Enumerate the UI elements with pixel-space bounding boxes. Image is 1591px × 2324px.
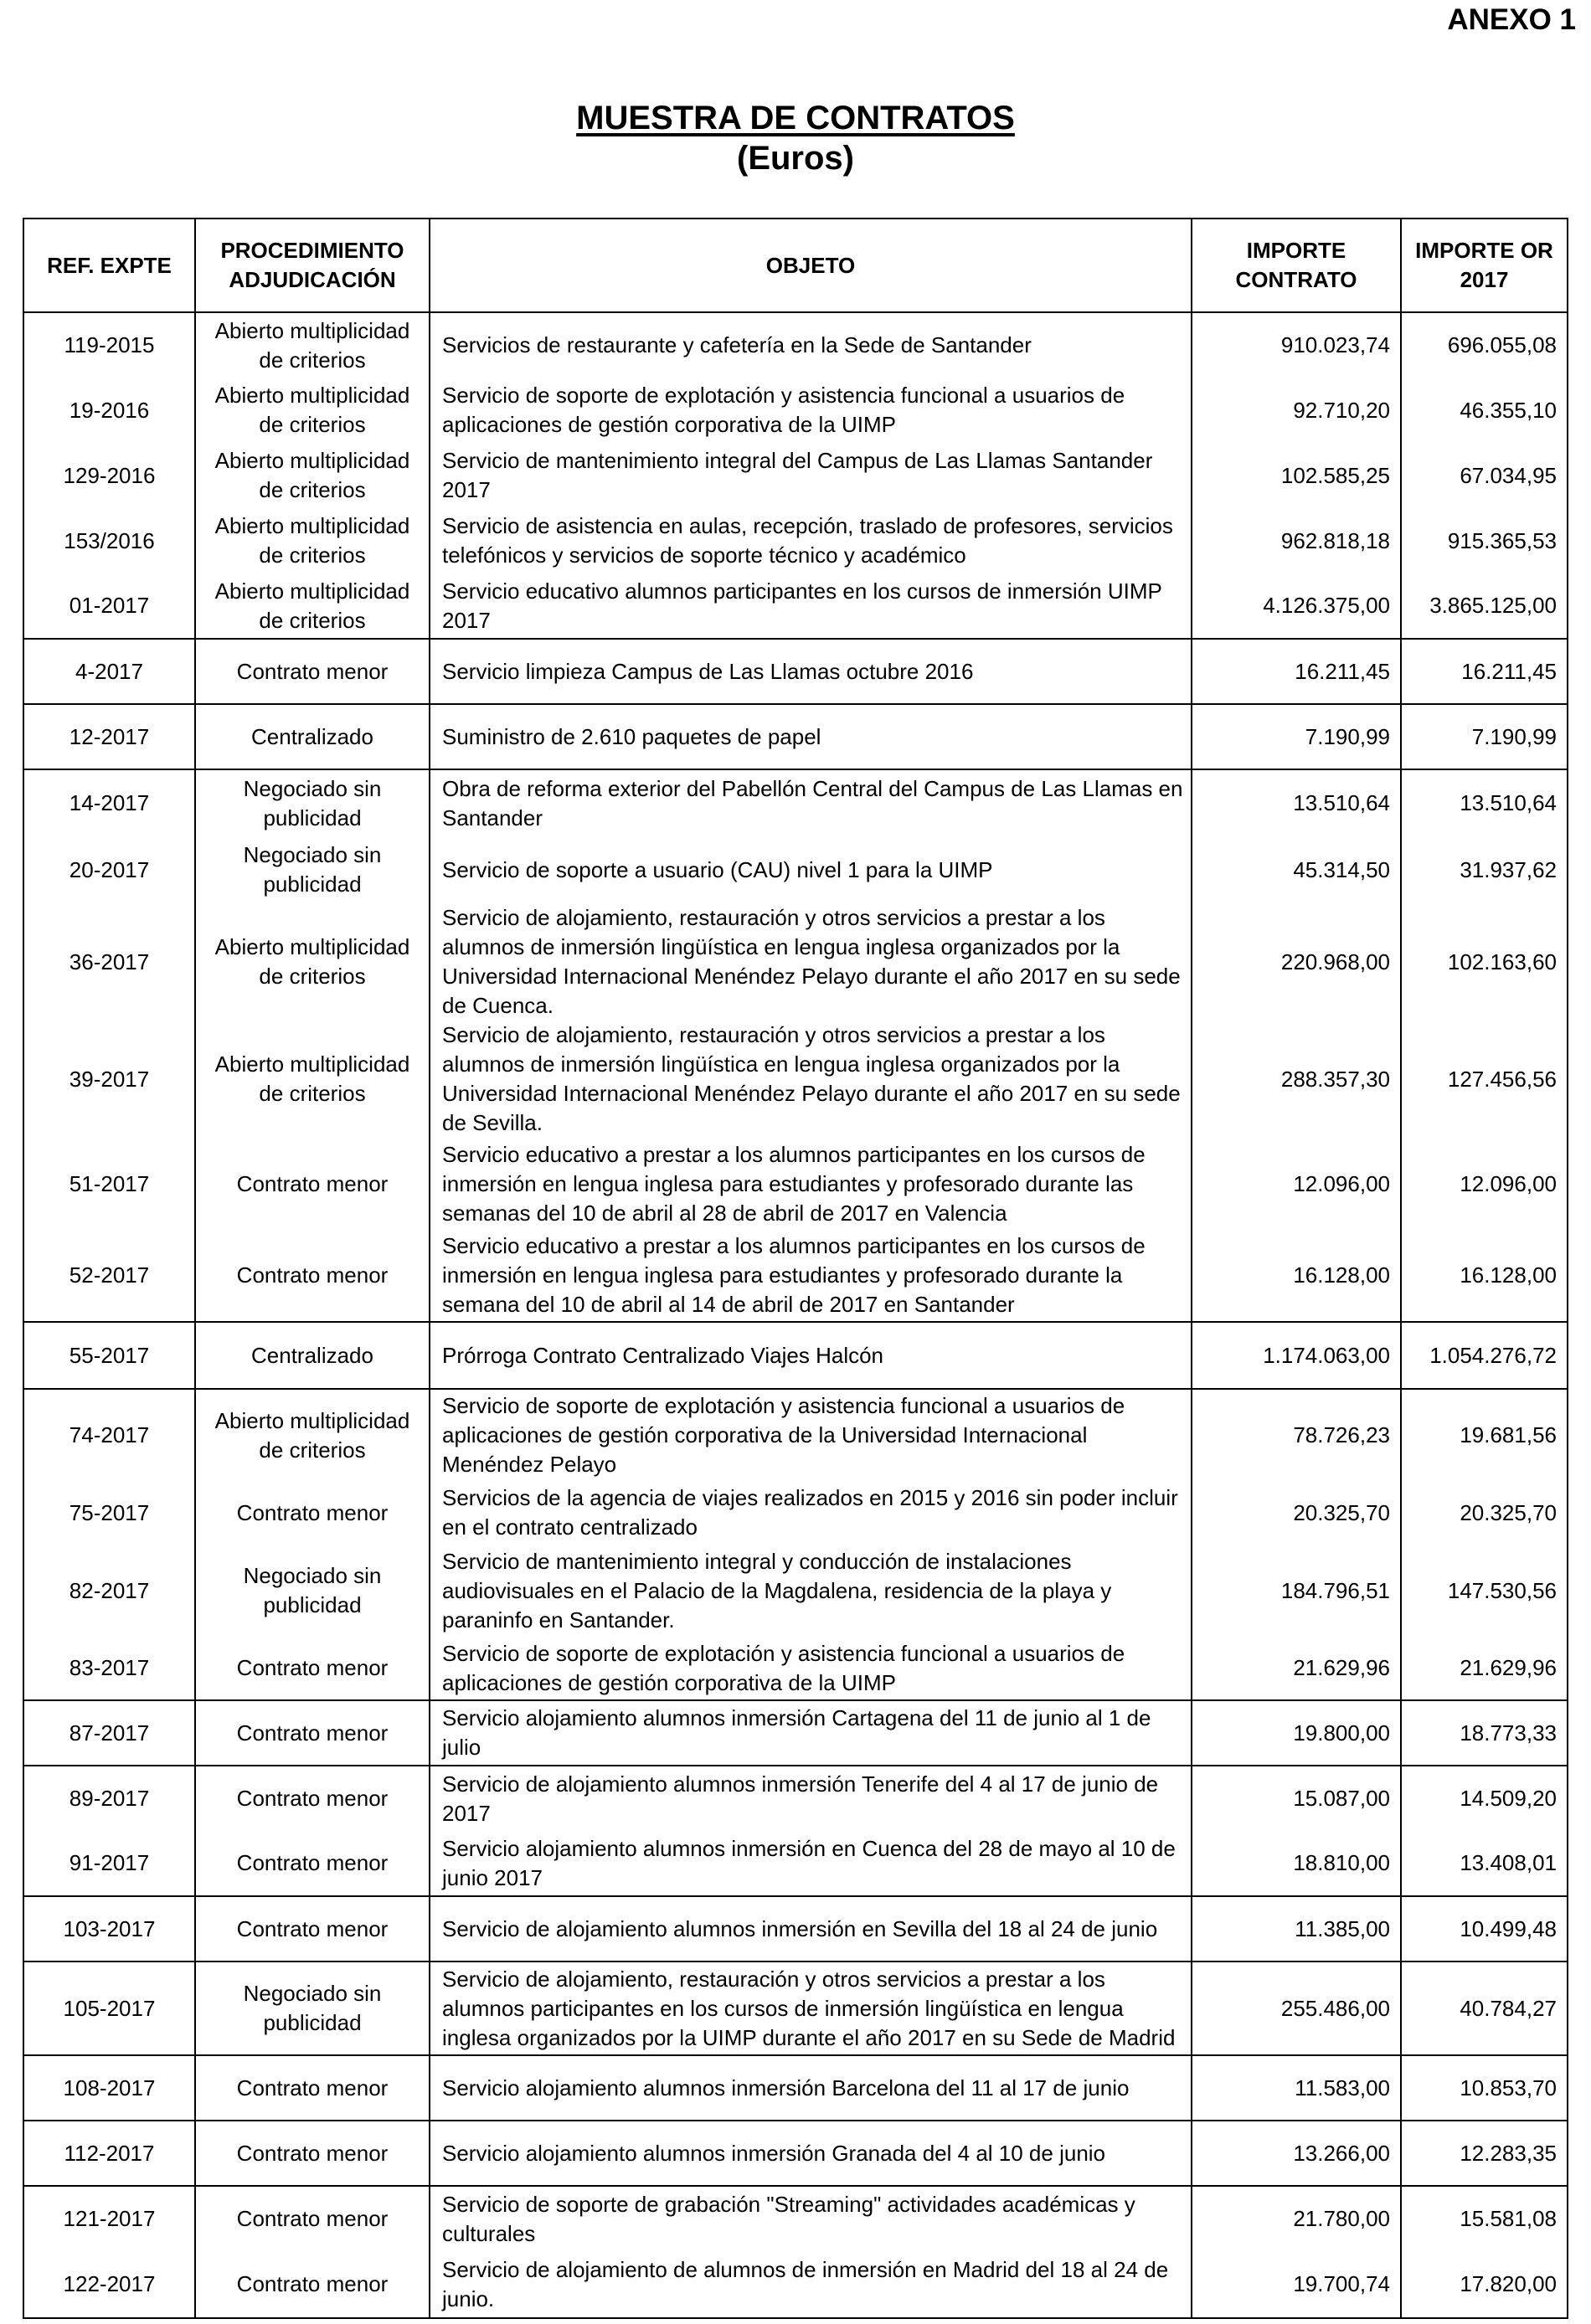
page-title — [0, 98, 1591, 178]
objeto-cell: Servicio de soporte de explotación y asistencia funcional a usuarios de aplicaciones de gestión corporativa de la UIMP — [430, 378, 1192, 443]
objeto-cell: Servicio de asistencia en aulas, recepción, traslado de profesores, servicios telefónicos y servicios de soporte técnico y académico — [430, 508, 1192, 573]
importe-or-cell: 14.509,20 — [1401, 1766, 1568, 1831]
importe-contrato-cell: 4.126.375,00 — [1192, 573, 1401, 639]
importe-or-cell: 12.096,00 — [1401, 1138, 1568, 1230]
importe-or-cell: 696.055,08 — [1401, 312, 1568, 378]
importe-contrato-cell: 21.629,96 — [1192, 1637, 1401, 1700]
ref-cell: 12-2017 — [23, 704, 195, 769]
objeto-cell: Servicio de soporte de explotación y asistencia funcional a usuarios de aplicaciones de gestión corporativa de la UIMP — [430, 1637, 1192, 1700]
table-row — [23, 1389, 1568, 1481]
importe-contrato-cell: 19.800,00 — [1192, 1700, 1401, 1766]
table-row — [23, 1021, 1568, 1138]
ref-cell: 108-2017 — [23, 2055, 195, 2121]
table-row — [23, 2251, 1568, 2318]
ref-cell: 83-2017 — [23, 1637, 195, 1700]
objeto-cell: Servicio educativo a prestar a los alumnos participantes en los cursos de inmersión en lengua inglesa para estudiantes y profesorado durante la semana del 10 de abril al 14 de abril de 2017 en Santander — [430, 1230, 1192, 1322]
importe-contrato-cell: 220.968,00 — [1192, 903, 1401, 1021]
importe-or-cell: 19.681,56 — [1401, 1389, 1568, 1481]
table-row — [23, 1831, 1568, 1896]
ref-cell: 75-2017 — [23, 1481, 195, 1545]
importe-contrato-cell: 45.314,50 — [1192, 836, 1401, 903]
objeto-cell: Servicio educativo alumnos participantes en los cursos de inmersión UIMP 2017 — [430, 573, 1192, 639]
ref-cell: 82-2017 — [23, 1545, 195, 1637]
procedimiento-cell: Abierto multiplicidad de criterios — [195, 312, 430, 378]
procedimiento-cell: Contrato menor — [195, 2186, 430, 2251]
procedimiento-cell: Negociado sin publicidad — [195, 769, 430, 836]
importe-or-cell: 16.128,00 — [1401, 1230, 1568, 1322]
procedimiento-cell: Contrato menor — [195, 639, 430, 704]
objeto-cell: Servicio de alojamiento alumnos inmersión Tenerife del 4 al 17 de junio de 2017 — [430, 1766, 1192, 1831]
objeto-cell: Servicio alojamiento alumnos inmersión Barcelona del 11 al 17 de junio — [430, 2055, 1192, 2121]
objeto-cell: Prórroga Contrato Centralizado Viajes Halcón — [430, 1322, 1192, 1389]
importe-contrato-cell: 18.810,00 — [1192, 1831, 1401, 1896]
objeto-cell: Servicio de alojamiento, restauración y otros servicios a prestar a los alumnos de inmersión lingüística en lengua inglesa organizados por la Universidad Internacional Menéndez Pelayo durante el año 2017 en su sede de Cuenca. — [430, 903, 1192, 1021]
ref-cell: 55-2017 — [23, 1322, 195, 1389]
table-row — [23, 2055, 1568, 2121]
importe-or-cell: 10.853,70 — [1401, 2055, 1568, 2121]
objeto-cell: Servicio limpieza Campus de Las Llamas octubre 2016 — [430, 639, 1192, 704]
procedimiento-cell: Contrato menor — [195, 1637, 430, 1700]
importe-contrato-cell: 910.023,74 — [1192, 312, 1401, 378]
procedimiento-cell: Contrato menor — [195, 1896, 430, 1962]
procedimiento-cell: Contrato menor — [195, 2121, 430, 2186]
objeto-cell: Servicio de alojamiento de alumnos de inmersión en Madrid del 18 al 24 de junio. — [430, 2251, 1192, 2318]
importe-or-cell: 147.530,56 — [1401, 1545, 1568, 1637]
objeto-cell: Servicio de mantenimiento integral del Campus de Las Llamas Santander 2017 — [430, 443, 1192, 508]
importe-contrato-cell: 7.190,99 — [1192, 704, 1401, 769]
ref-cell: 121-2017 — [23, 2186, 195, 2251]
objeto-cell: Suministro de 2.610 paquetes de papel — [430, 704, 1192, 769]
importe-contrato-cell: 184.796,51 — [1192, 1545, 1401, 1637]
objeto-cell: Obra de reforma exterior del Pabellón Central del Campus de Las Llamas en Santander — [430, 769, 1192, 836]
table-row — [23, 443, 1568, 508]
procedimiento-cell: Abierto multiplicidad de criterios — [195, 1389, 430, 1481]
ref-cell: 4-2017 — [23, 639, 195, 704]
importe-or-cell: 20.325,70 — [1401, 1481, 1568, 1545]
importe-or-cell: 12.283,35 — [1401, 2121, 1568, 2186]
procedimiento-cell: Abierto multiplicidad de criterios — [195, 903, 430, 1021]
table-row — [23, 1896, 1568, 1962]
objeto-cell: Servicio de soporte a usuario (CAU) nivel 1 para la UIMP — [430, 836, 1192, 903]
importe-or-cell: 127.456,56 — [1401, 1021, 1568, 1138]
importe-or-cell: 3.865.125,00 — [1401, 573, 1568, 639]
objeto-cell: Servicio de alojamiento alumnos inmersión en Sevilla del 18 al 24 de junio — [430, 1896, 1192, 1962]
table-row — [23, 704, 1568, 769]
objeto-cell: Servicios de restaurante y cafetería en la Sede de Santander — [430, 312, 1192, 378]
procedimiento-cell: Negociado sin publicidad — [195, 836, 430, 903]
ref-cell: 01-2017 — [23, 573, 195, 639]
importe-contrato-cell: 288.357,30 — [1192, 1021, 1401, 1138]
table-header-row — [23, 219, 1568, 312]
objeto-cell: Servicio alojamiento alumnos inmersión en Cuenca del 28 de mayo al 10 de junio 2017 — [430, 1831, 1192, 1896]
importe-or-cell: 18.773,33 — [1401, 1700, 1568, 1766]
objeto-cell: Servicio de mantenimiento integral y conducción de instalaciones audiovisuales en el Palacio de la Magdalena, residencia de la playa y paraninfo en Santander. — [430, 1545, 1192, 1637]
ref-cell: 89-2017 — [23, 1766, 195, 1831]
ref-cell: 91-2017 — [23, 1831, 195, 1896]
objeto-cell: Servicio de alojamiento, restauración y otros servicios a prestar a los alumnos de inmersión lingüística en lengua inglesa organizados por la Universidad Internacional Menéndez Pelayo durante el año 2017 en su sede de Sevilla. — [430, 1021, 1192, 1138]
ref-cell: 119-2015 — [23, 312, 195, 378]
table-row — [23, 1637, 1568, 1700]
contracts-table — [23, 218, 1568, 2319]
importe-contrato-cell: 1.174.063,00 — [1192, 1322, 1401, 1389]
importe-contrato-cell: 16.128,00 — [1192, 1230, 1401, 1322]
title-units: (Euros) — [737, 140, 854, 177]
procedimiento-cell: Abierto multiplicidad de criterios — [195, 378, 430, 443]
table-row — [23, 1481, 1568, 1545]
table-row — [23, 508, 1568, 573]
objeto-cell: Servicio de soporte de explotación y asistencia funcional a usuarios de aplicaciones de gestión corporativa de la Universidad Internacional Menéndez Pelayo — [430, 1389, 1192, 1481]
procedimiento-cell: Centralizado — [195, 1322, 430, 1389]
table-row — [23, 573, 1568, 639]
table-row — [23, 1322, 1568, 1389]
objeto-cell: Servicio alojamiento alumnos inmersión Cartagena del 11 de junio al 1 de julio — [430, 1700, 1192, 1766]
ref-cell: 74-2017 — [23, 1389, 195, 1481]
table-row — [23, 1545, 1568, 1637]
importe-contrato-cell: 13.510,64 — [1192, 769, 1401, 836]
importe-or-cell: 15.581,08 — [1401, 2186, 1568, 2251]
table-row — [23, 1138, 1568, 1230]
importe-contrato-cell: 962.818,18 — [1192, 508, 1401, 573]
objeto-cell: Servicios de la agencia de viajes realizados en 2015 y 2016 sin poder incluir en el contrato centralizado — [430, 1481, 1192, 1545]
ref-cell: 52-2017 — [23, 1230, 195, 1322]
procedimiento-cell: Abierto multiplicidad de criterios — [195, 508, 430, 573]
ref-cell: 129-2016 — [23, 443, 195, 508]
objeto-cell: Servicio de soporte de grabación "Streaming" actividades académicas y culturales — [430, 2186, 1192, 2251]
procedimiento-cell: Contrato menor — [195, 2055, 430, 2121]
procedimiento-cell: Contrato menor — [195, 1138, 430, 1230]
ref-cell: 103-2017 — [23, 1896, 195, 1962]
table-row — [23, 769, 1568, 836]
header-importe-contrato: IMPORTE CONTRATO — [1192, 219, 1401, 312]
ref-cell: 20-2017 — [23, 836, 195, 903]
table-row — [23, 378, 1568, 443]
importe-or-cell: 67.034,95 — [1401, 443, 1568, 508]
importe-contrato-cell: 11.583,00 — [1192, 2055, 1401, 2121]
importe-or-cell: 13.510,64 — [1401, 769, 1568, 836]
importe-or-cell: 10.499,48 — [1401, 1896, 1568, 1962]
procedimiento-cell: Abierto multiplicidad de criterios — [195, 1021, 430, 1138]
importe-contrato-cell: 102.585,25 — [1192, 443, 1401, 508]
importe-or-cell: 13.408,01 — [1401, 1831, 1568, 1896]
importe-or-cell: 915.365,53 — [1401, 508, 1568, 573]
annex-label: ANEXO 1 — [1447, 3, 1576, 36]
ref-cell: 105-2017 — [23, 1962, 195, 2055]
importe-or-cell: 16.211,45 — [1401, 639, 1568, 704]
procedimiento-cell: Abierto multiplicidad de criterios — [195, 443, 430, 508]
importe-or-cell: 21.629,96 — [1401, 1637, 1568, 1700]
importe-or-cell: 17.820,00 — [1401, 2251, 1568, 2318]
ref-cell: 122-2017 — [23, 2251, 195, 2318]
ref-cell: 14-2017 — [23, 769, 195, 836]
importe-contrato-cell: 20.325,70 — [1192, 1481, 1401, 1545]
importe-contrato-cell: 12.096,00 — [1192, 1138, 1401, 1230]
table-row — [23, 2186, 1568, 2251]
ref-cell: 87-2017 — [23, 1700, 195, 1766]
procedimiento-cell: Contrato menor — [195, 1831, 430, 1896]
importe-contrato-cell: 19.700,74 — [1192, 2251, 1401, 2318]
table-row — [23, 1700, 1568, 1766]
importe-contrato-cell: 78.726,23 — [1192, 1389, 1401, 1481]
importe-contrato-cell: 16.211,45 — [1192, 639, 1401, 704]
header-ref: REF. EXPTE — [23, 219, 195, 312]
importe-or-cell: 46.355,10 — [1401, 378, 1568, 443]
importe-or-cell: 31.937,62 — [1401, 836, 1568, 903]
procedimiento-cell: Negociado sin publicidad — [195, 1962, 430, 2055]
importe-contrato-cell: 255.486,00 — [1192, 1962, 1401, 2055]
ref-cell: 39-2017 — [23, 1021, 195, 1138]
objeto-cell: Servicio alojamiento alumnos inmersión Granada del 4 al 10 de junio — [430, 2121, 1192, 2186]
importe-or-cell: 7.190,99 — [1401, 704, 1568, 769]
ref-cell: 51-2017 — [23, 1138, 195, 1230]
table-row — [23, 312, 1568, 378]
importe-contrato-cell: 11.385,00 — [1192, 1896, 1401, 1962]
header-objeto: OBJETO — [430, 219, 1192, 312]
importe-or-cell: 102.163,60 — [1401, 903, 1568, 1021]
procedimiento-cell: Abierto multiplicidad de criterios — [195, 573, 430, 639]
ref-cell: 112-2017 — [23, 2121, 195, 2186]
table-row — [23, 836, 1568, 903]
importe-contrato-cell: 92.710,20 — [1192, 378, 1401, 443]
procedimiento-cell: Contrato menor — [195, 1766, 430, 1831]
ref-cell: 19-2016 — [23, 378, 195, 443]
procedimiento-cell: Contrato menor — [195, 1230, 430, 1322]
objeto-cell: Servicio educativo a prestar a los alumnos participantes en los cursos de inmersión en lengua inglesa para estudiantes y profesorado durante las semanas del 10 de abril al 28 de abril de 2017 en Valencia — [430, 1138, 1192, 1230]
ref-cell: 36-2017 — [23, 903, 195, 1021]
objeto-cell: Servicio de alojamiento, restauración y otros servicios a prestar a los alumnos participantes en los cursos de inmersión lingüística en lengua inglesa organizados por la UIMP durante el año 2017 en su Sede de Madrid — [430, 1962, 1192, 2055]
procedimiento-cell: Contrato menor — [195, 2251, 430, 2318]
table-row — [23, 1962, 1568, 2055]
table-row — [23, 2121, 1568, 2186]
importe-contrato-cell: 21.780,00 — [1192, 2186, 1401, 2251]
table-row — [23, 1230, 1568, 1322]
header-importe-or: IMPORTE OR 2017 — [1401, 219, 1568, 312]
title-main: MUESTRA DE CONTRATOS — [576, 100, 1015, 136]
procedimiento-cell: Contrato menor — [195, 1700, 430, 1766]
table-row — [23, 1766, 1568, 1831]
procedimiento-cell: Contrato menor — [195, 1481, 430, 1545]
procedimiento-cell: Centralizado — [195, 704, 430, 769]
table-row — [23, 903, 1568, 1021]
procedimiento-cell: Negociado sin publicidad — [195, 1545, 430, 1637]
ref-cell: 153/2016 — [23, 508, 195, 573]
importe-contrato-cell: 15.087,00 — [1192, 1766, 1401, 1831]
table-row — [23, 639, 1568, 704]
importe-contrato-cell: 13.266,00 — [1192, 2121, 1401, 2186]
header-procedimiento: PROCEDIMIENTO ADJUDICACIÓN — [195, 219, 430, 312]
importe-or-cell: 1.054.276,72 — [1401, 1322, 1568, 1389]
importe-or-cell: 40.784,27 — [1401, 1962, 1568, 2055]
